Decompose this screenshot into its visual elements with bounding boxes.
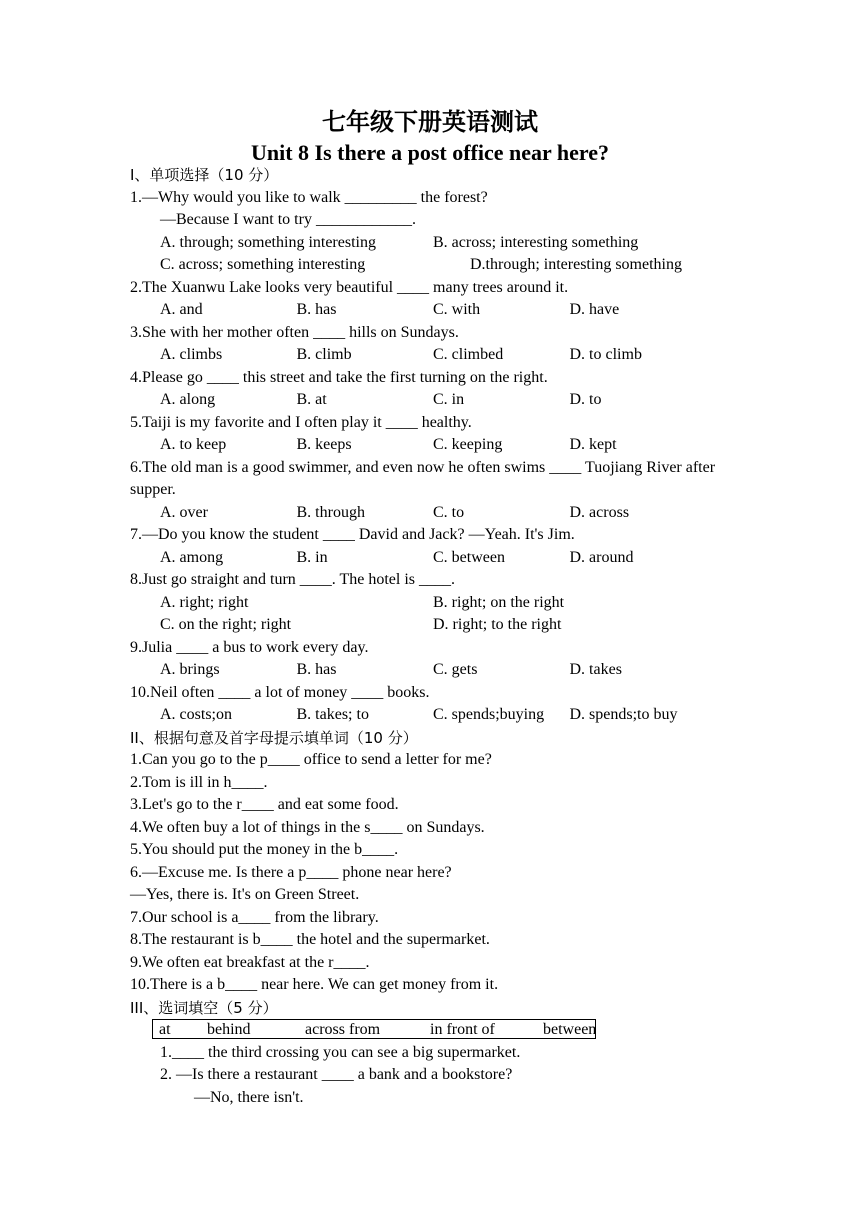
option: A. along <box>160 391 216 408</box>
option: B. through <box>296 503 365 521</box>
option: D. to climb <box>569 346 642 363</box>
option: C. to <box>433 503 465 521</box>
option: D. around <box>569 548 634 566</box>
word-bank-item: across from <box>305 1021 381 1038</box>
question-stem: 6.The old man is a good swimmer, and even now he often swims ____ Tuojiang River after supper. <box>130 458 716 498</box>
option: C. gets <box>433 661 478 678</box>
option: B. in <box>296 548 328 566</box>
option: C. climbed <box>433 346 504 363</box>
option: B. climb <box>296 346 352 363</box>
section-heading: III、选词填空（5 分） <box>130 998 278 1017</box>
option: D. to <box>569 391 602 408</box>
option: C. spends;buying <box>433 706 545 723</box>
word-bank <box>152 1019 596 1039</box>
option: D. takes <box>569 661 622 678</box>
fill-line: 10.There is a b____ near here. We can get money from it. <box>130 976 499 993</box>
options-row <box>130 659 750 682</box>
section-heading: II、根据句意及首字母提示填单词（10 分） <box>130 728 418 747</box>
fill-line: 7.Our school is a____ from the library. <box>130 908 379 926</box>
option: D. kept <box>569 436 617 453</box>
fill-line: 2. —Is there a restaurant ____ a bank and a bookstore? <box>160 1066 513 1083</box>
option: C. on the right; right <box>160 616 292 633</box>
question-stem: 1.—Why would you like to walk _________ the forest? <box>130 188 488 206</box>
options-row <box>130 232 750 255</box>
options-row <box>130 299 750 322</box>
word-bank-item: behind <box>207 1021 251 1038</box>
option: A. climbs <box>160 346 223 363</box>
fill-line: 3.Let's go to the r____ and eat some food. <box>130 796 399 813</box>
option: B. keeps <box>296 436 352 453</box>
question-stem: 3.She with her mother often ____ hills on Sundays. <box>130 323 459 341</box>
option: C. across; something interesting <box>160 256 366 273</box>
option: A. to keep <box>160 436 227 453</box>
option: A. over <box>160 503 208 521</box>
option: B. across; interesting something <box>433 233 639 251</box>
word-bank-item: in front of <box>430 1021 495 1038</box>
page-subtitle: Unit 8 Is there a post office near here? <box>250 140 610 165</box>
options-row <box>130 704 750 727</box>
option: D. across <box>569 503 630 521</box>
options-row <box>130 614 750 637</box>
question-stem: 9.Julia ____ a bus to work every day. <box>130 638 369 656</box>
section-heading: I、单项选择（10 分） <box>130 166 279 184</box>
option: B. has <box>296 301 337 318</box>
option: A. costs;on <box>160 706 232 723</box>
option: A. through; something interesting <box>160 233 376 251</box>
option: C. keeping <box>433 436 503 453</box>
option: C. in <box>433 391 465 408</box>
option: A. among <box>160 548 224 566</box>
fill-line: —No, there isn't. <box>194 1088 304 1106</box>
option: C. with <box>433 301 481 318</box>
question-stem: 2.The Xuanwu Lake looks very beautiful ____ many trees around it. <box>130 278 569 296</box>
options-row <box>130 434 750 457</box>
fill-line: 5.You should put the money in the b____. <box>130 841 399 858</box>
option: D.through; interesting something <box>470 256 682 273</box>
fill-line: 2.Tom is ill in h____. <box>130 773 268 791</box>
options-row <box>130 592 750 615</box>
option: D. have <box>569 301 620 318</box>
word-bank-row <box>130 1019 750 1042</box>
word-bank-item: between <box>543 1021 597 1038</box>
fill-line: 8.The restaurant is b____ the hotel and the supermarket. <box>130 931 490 948</box>
option: C. between <box>433 548 505 566</box>
options-row <box>130 389 750 412</box>
question-stem: 4.Please go ____ this street and take the first turning on the right. <box>130 368 548 386</box>
option: B. takes; to <box>296 706 369 723</box>
fill-line: 1.____ the third crossing you can see a big supermarket. <box>160 1043 521 1061</box>
page-title: 七年级下册英语测试 <box>322 108 538 136</box>
question-stem: —Because I want to try ____________. <box>160 211 416 228</box>
option: A. right; right <box>160 593 249 611</box>
fill-line: 9.We often eat breakfast at the r____. <box>130 953 370 971</box>
fill-line: —Yes, there is. It's on Green Street. <box>130 886 360 903</box>
options-row <box>130 254 750 277</box>
option: A. brings <box>160 661 220 678</box>
fill-line: 1.Can you go to the p____ office to send a letter for me? <box>130 751 492 768</box>
question-stem: 5.Taiji is my favorite and I often play it ____ healthy. <box>130 413 472 431</box>
question-stem: 8.Just go straight and turn ____. The hotel is ____. <box>130 571 456 588</box>
option: B. right; on the right <box>433 593 565 611</box>
word-bank-item: at <box>159 1021 171 1038</box>
question-stem: 10.Neil often ____ a lot of money ____ books. <box>130 683 430 701</box>
fill-line: 4.We often buy a lot of things in the s____ on Sundays. <box>130 818 485 836</box>
options-row <box>130 547 750 570</box>
option: B. has <box>296 661 337 678</box>
option: A. and <box>160 301 203 318</box>
option: D. spends;to buy <box>569 706 678 723</box>
option: D. right; to the right <box>433 616 562 633</box>
exam-content <box>130 164 750 1109</box>
question-stem: 7.—Do you know the student ____ David and Jack? —Yeah. It's Jim. <box>130 526 575 543</box>
option: B. at <box>296 391 327 408</box>
options-row <box>130 344 750 367</box>
fill-line: 6.—Excuse me. Is there a p____ phone near here? <box>130 863 452 881</box>
options-row <box>130 502 750 525</box>
